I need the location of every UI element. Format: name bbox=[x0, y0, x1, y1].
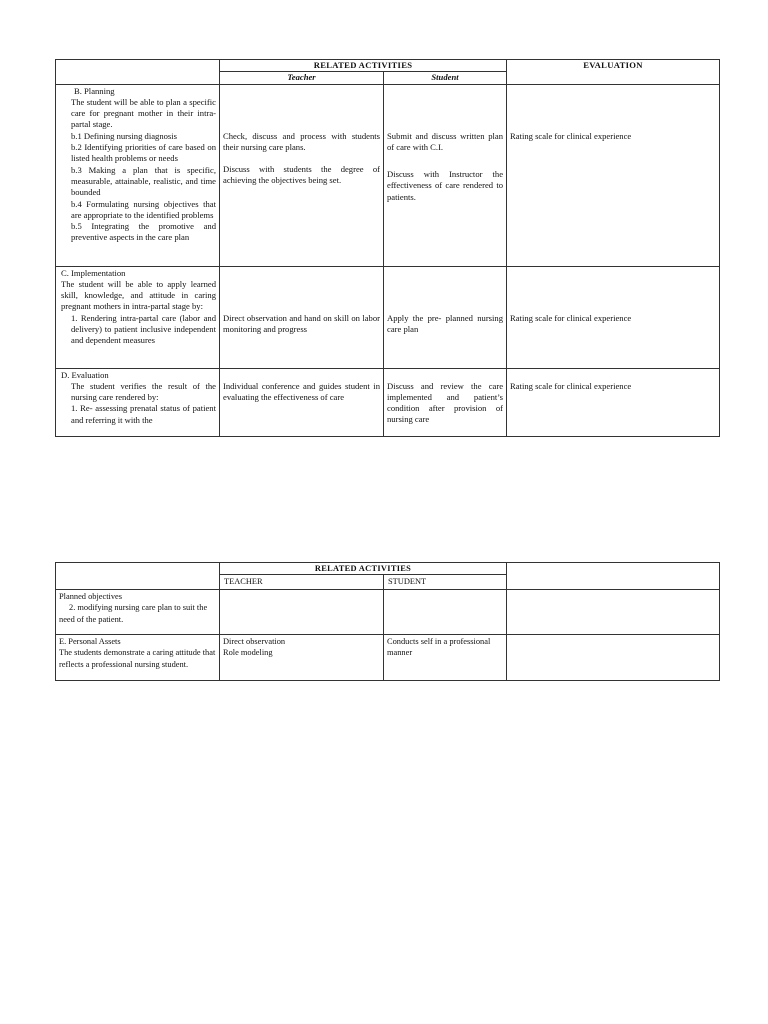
objective-text: The student will be able to apply learned skill, knowledge, and attitude in caring pregnant mothers in intra-partal stage by: bbox=[61, 278, 216, 312]
related-activities-header: RELATED ACTIVITIES bbox=[220, 60, 507, 72]
objective-heading: D. Evaluation bbox=[61, 369, 109, 380]
teacher-activity-cell bbox=[220, 84, 384, 266]
student-activity-text: Discuss and review the care implemented and patient’s condition after provision of nursing care bbox=[387, 380, 504, 425]
teacher-activity-cell bbox=[220, 266, 384, 368]
evaluation-cell bbox=[507, 84, 720, 266]
objective-heading: B. Planning bbox=[74, 85, 115, 96]
objective-text: b.2 Identifying priorities of care based on listed health problems or needs bbox=[71, 142, 216, 164]
objective-header-cell bbox=[56, 563, 220, 590]
objective-heading: Planned objectives bbox=[59, 591, 123, 601]
evaluation-cell bbox=[507, 368, 720, 436]
student-activity-cell bbox=[384, 368, 507, 436]
objective-text: The students demonstrate a caring attitude that reflects a professional nursing student. bbox=[59, 648, 216, 669]
teacher-activity-cell bbox=[220, 368, 384, 436]
teacher-activity-text: Discuss with students the degree of achieving the objectives being set. bbox=[223, 164, 380, 186]
student-activity-text: Apply the pre- planned nursing care plan bbox=[387, 312, 504, 334]
table-row bbox=[56, 589, 720, 634]
objective-header-cell bbox=[56, 60, 220, 85]
objective-text: b.5 Integrating the promotive and preventive aspects in the care plan bbox=[71, 221, 216, 243]
student-activity-text: Discuss with Instructor the effectiveness of care rendered to patients. bbox=[387, 169, 504, 202]
teacher-activity-text: Role modeling bbox=[223, 648, 273, 658]
objective-text: 1. Re- assessing prenatal status of patient and referring it with the bbox=[71, 403, 216, 425]
objective-heading: E. Personal Assets bbox=[59, 636, 121, 646]
student-activity-text: Submit and discuss written plan of care with C.I. bbox=[387, 130, 504, 152]
student-activity-cell bbox=[384, 634, 507, 680]
teacher-activity-text: Direct observation and hand on skill on labor monitoring and progress bbox=[223, 312, 380, 334]
student-activity-cell bbox=[384, 84, 507, 266]
teacher-activity-cell bbox=[220, 589, 384, 634]
evaluation-cell bbox=[507, 589, 720, 634]
table-row bbox=[56, 84, 720, 266]
objectives-table-1 bbox=[55, 59, 720, 437]
objective-heading: C. Implementation bbox=[61, 267, 126, 278]
objective-text: 2. modifying nursing care plan to suit the need of the patient. bbox=[59, 603, 208, 624]
objective-cell bbox=[56, 266, 220, 368]
objective-text: 1. Rendering intra-partal care (labor and delivery) to patient inclusive independent and dependent measures bbox=[71, 312, 216, 346]
teacher-activity-text: Check, discuss and process with students their nursing care plans. bbox=[223, 130, 380, 152]
objective-cell bbox=[56, 589, 220, 634]
teacher-header: Teacher bbox=[220, 72, 384, 84]
student-activity-cell bbox=[384, 589, 507, 634]
student-header: Student bbox=[384, 72, 507, 84]
teacher-activity-cell bbox=[220, 634, 384, 680]
evaluation-text: Rating scale for clinical experience bbox=[510, 380, 632, 391]
teacher-header: TEACHER bbox=[220, 575, 384, 589]
table-row bbox=[56, 368, 720, 436]
related-activities-header: RELATED ACTIVITIES bbox=[220, 563, 507, 575]
evaluation-header: EVALUATION bbox=[507, 60, 720, 85]
objective-cell bbox=[56, 84, 220, 266]
evaluation-cell bbox=[507, 266, 720, 368]
student-activity-text: Conducts self in a professional manner bbox=[387, 636, 491, 658]
student-activity-cell bbox=[384, 266, 507, 368]
student-header: STUDENT bbox=[384, 575, 507, 589]
teacher-activity-text: Individual conference and guides student in evaluating the effectiveness of care bbox=[223, 380, 380, 402]
objectives-table-2 bbox=[55, 562, 720, 681]
evaluation-text: Rating scale for clinical experience bbox=[510, 130, 632, 141]
objective-cell bbox=[56, 634, 220, 680]
evaluation-header bbox=[507, 563, 720, 590]
objective-text: The student will be able to plan a specific care for pregnant mother in their intra-partal stage. bbox=[71, 96, 216, 130]
evaluation-text: Rating scale for clinical experience bbox=[510, 312, 632, 323]
objective-cell bbox=[56, 368, 220, 436]
objective-text: The student verifies the result of the nursing care rendered by: bbox=[71, 380, 216, 403]
objective-text: b.4 Formulating nursing objectives that are appropriate to the identified problems bbox=[71, 198, 216, 220]
table-row bbox=[56, 634, 720, 680]
evaluation-cell bbox=[507, 634, 720, 680]
objective-text: b.3 Making a plan that is specific, measurable, attainable, realistic, and time bounded bbox=[71, 164, 216, 198]
table-row bbox=[56, 266, 720, 368]
objective-text: b.1 Defining nursing diagnosis bbox=[71, 130, 177, 141]
teacher-activity-text: Direct observation bbox=[223, 636, 286, 646]
